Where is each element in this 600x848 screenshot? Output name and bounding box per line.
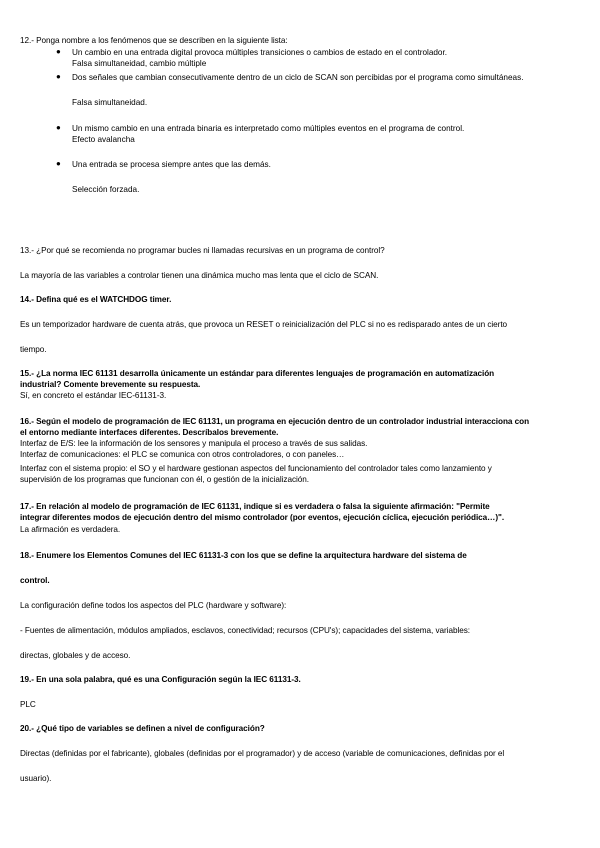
bullet-icon: ●	[56, 72, 61, 81]
q16-answer-3: Interfaz con el sistema propio: el SO y el hardware gestionan aspectos del funcionamiento del controlador tales como lanzamiento y	[20, 464, 492, 473]
q16-answer-1: Interfaz de E/S: lee la información de los sensores y manipula el proceso a través de sus salidas.	[20, 439, 368, 448]
q12-answer-1: Falsa simultaneidad, cambio múltiple	[72, 59, 207, 68]
q17-title-cont: integrar diferentes modos de ejecución dentro del mismo controlador (por eventos, ejecución cíclica, ejecución periódica…)".	[20, 513, 505, 522]
q17-answer: La afirmación es verdadera.	[20, 525, 121, 534]
q16-answer-3-cont: supervisión de los programas que funcionan con él, o gestión de la inicialización.	[20, 475, 310, 484]
q16-title-cont: el entorno mediante interfaces diferentes. Descríbalos brevemente.	[20, 428, 279, 437]
q12-answer-3: Efecto avalancha	[72, 135, 135, 144]
q14-title: 14.- Defina qué es el WATCHDOG timer.	[20, 295, 172, 304]
q12-item-2: Dos señales que cambian consecutivamente dentro de un ciclo de SCAN son percibidas por el programa como simultáneas.	[72, 73, 524, 82]
q15-title: 15.- ¿La norma IEC 61131 desarrolla únicamente un estándar para diferentes lenguajes de programación en automatización	[20, 369, 495, 378]
q12-item-1: Un cambio en una entrada digital provoca múltiples transiciones o cambios de estado en el controlador.	[72, 48, 448, 57]
q17-title: 17.- En relación al modelo de programación de IEC 61131, indique si es verdadera o falsa la siguiente afirmación: "Permite	[20, 502, 490, 511]
q15-answer: Sí, en concreto el estándar IEC-61131-3.	[20, 391, 167, 400]
q19-answer: PLC	[20, 700, 36, 709]
q13-answer: La mayoría de las variables a controlar tienen una dinámica mucho mas lenta que el ciclo de SCAN.	[20, 271, 379, 280]
q12-answer-4: Selección forzada.	[72, 185, 140, 194]
q12-answer-2: Falsa simultaneidad.	[72, 98, 148, 107]
q14-answer-cont: tiempo.	[20, 345, 47, 354]
q12-title: 12.- Ponga nombre a los fenómenos que se describen en la siguiente lista:	[20, 36, 288, 45]
q19-title: 19.- En una sola palabra, qué es una Configuración según la IEC 61131-3.	[20, 675, 301, 684]
q13-title: 13.- ¿Por qué se recomienda no programar bucles ni llamadas recursivas en un programa de control?	[20, 246, 385, 255]
q18-title-cont: control.	[20, 576, 50, 585]
bullet-icon: ●	[56, 47, 61, 56]
q15-title-cont: industrial? Comente brevemente su respuesta.	[20, 380, 201, 389]
q14-answer: Es un temporizador hardware de cuenta atrás, que provoca un RESET o reinicialización del PLC si no es redisparado antes de un cierto	[20, 320, 508, 329]
q18-answer-2: - Fuentes de alimentación, módulos ampliados, esclavos, conectividad; recursos (CPU's); capacidades del sistema, variables:	[20, 626, 471, 635]
q16-answer-2: Interfaz de comunicaciones: el PLC se comunica con otros controladores, o con paneles…	[20, 450, 345, 459]
q12-item-3: Un mismo cambio en una entrada binaria es interpretado como múltiples eventos en el programa de control.	[72, 124, 465, 133]
q20-answer: Directas (definidas por el fabricante), globales (definidas por el programador) y de acceso (variable de comunicaciones, definidas por el	[20, 749, 505, 758]
q20-title: 20.- ¿Qué tipo de variables se definen a nivel de configuración?	[20, 724, 265, 733]
q18-answer-2-cont: directas, globales y de acceso.	[20, 651, 131, 660]
q18-title: 18.- Enumere los Elementos Comunes del IEC 61131-3 con los que se define la arquitectura hardware del sistema de	[20, 551, 467, 560]
q18-answer-1: La configuración define todos los aspectos del PLC (hardware y software):	[20, 601, 287, 610]
q20-answer-cont: usuario).	[20, 774, 52, 783]
q16-title: 16.- Según el modelo de programación de IEC 61131, un programa en ejecución dentro de un controlador industrial interacciona con	[20, 417, 530, 426]
bullet-icon: ●	[56, 159, 61, 168]
bullet-icon: ●	[56, 123, 61, 132]
q12-item-4: Una entrada se procesa siempre antes que las demás.	[72, 160, 271, 169]
